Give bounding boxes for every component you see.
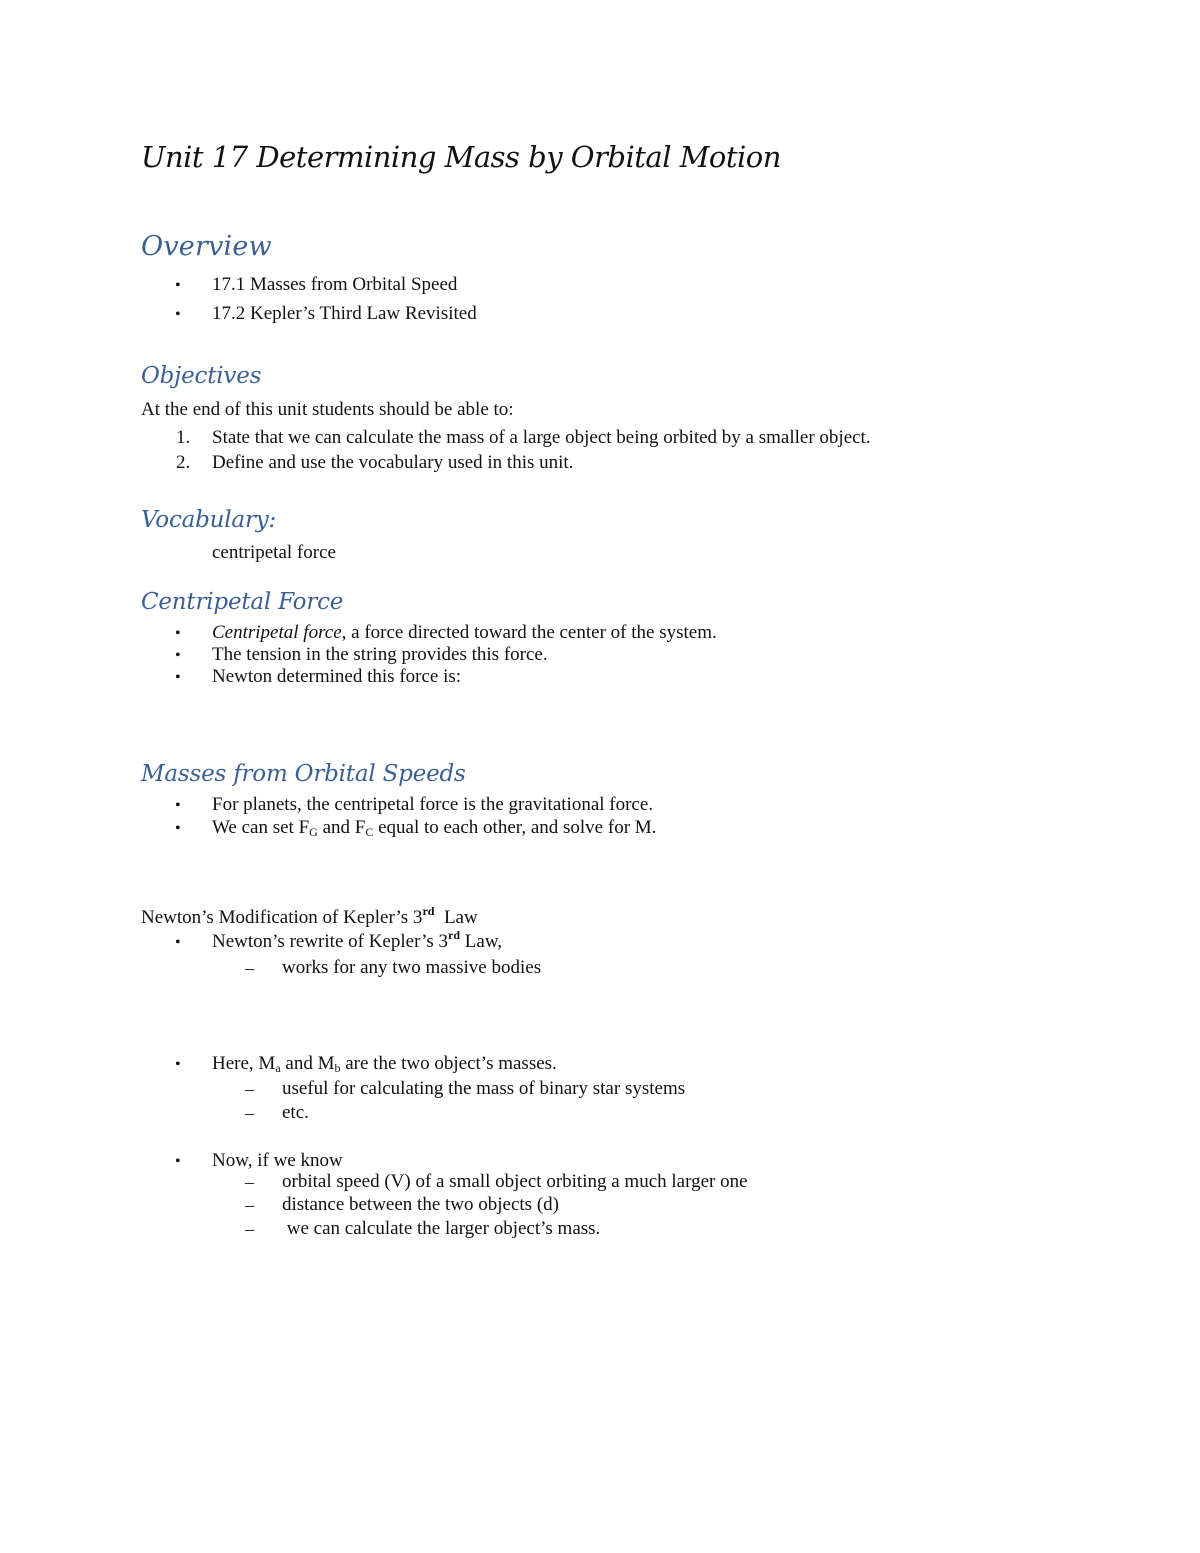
masses-heading: Masses from Orbital Speeds [141,761,466,787]
superscript: rd [448,928,461,942]
text-part: Law [434,907,478,928]
text-part: Here, M [212,1053,276,1074]
overview-heading: Overview [141,231,272,262]
subscript: G [309,825,318,839]
newton-subitem: useful for calculating the mass of binary star systems [282,1078,686,1099]
objective-item: Define and use the vocabulary used in this unit. [212,452,574,473]
bullet-icon: • [175,1056,181,1073]
bullet-icon: • [175,625,181,642]
vocabulary-term: centripetal force [212,542,336,563]
centripetal-item: Newton determined this force is: [212,666,462,687]
dash-icon: – [245,1079,254,1099]
newton-item: Now, if we know [212,1150,343,1171]
newton-subitem: etc. [282,1102,309,1123]
newton-subitem: orbital speed (V) of a small object orbiting a much larger one [282,1171,748,1192]
bullet-icon: • [175,797,181,814]
subscript: b [334,1061,341,1075]
dash-icon: – [245,1219,254,1239]
overview-item: 17.2 Kepler’s Third Law Revisited [212,303,477,324]
text-part: and F [317,817,366,838]
vocabulary-heading: Vocabulary: [141,507,277,533]
bullet-icon: • [175,934,181,951]
bullet-icon: • [175,669,181,686]
newton-heading [141,904,478,929]
overview-item: 17.1 Masses from Orbital Speed [212,274,458,295]
bullet-icon: • [175,647,181,664]
text-part: We can set F [212,817,310,838]
subscript: C [365,825,374,839]
text-part: and M [280,1053,335,1074]
objectives-intro: At the end of this unit students should be able to: [141,399,514,420]
dash-icon: – [245,1103,254,1123]
centripetal-item [212,622,717,644]
newton-subitem: we can calculate the larger object’s mass. [282,1218,601,1239]
masses-item: For planets, the centripetal force is the gravitational force. [212,794,654,815]
bullet-icon: • [175,306,181,323]
masses-item [212,817,656,839]
objective-item: State that we can calculate the mass of a large object being orbited by a smaller object. [212,427,871,448]
definition-text: a force directed toward the center of the system. [346,622,717,643]
subscript: a [275,1061,281,1075]
page-title: Unit 17 Determining Mass by Orbital Motion [141,140,781,174]
superscript: rd [422,904,435,918]
dash-icon: – [245,1195,254,1215]
centripetal-item: The tension in the string provides this force. [212,644,548,665]
newton-item [212,1053,557,1075]
newton-subitem: works for any two massive bodies [282,957,542,978]
text-part: Newton’s Modification of Kepler’s 3 [141,907,423,928]
bullet-icon: • [175,820,181,837]
newton-subitem: distance between the two objects (d) [282,1194,559,1215]
dash-icon: – [245,1172,254,1192]
text-part: Newton’s rewrite of Kepler’s 3 [212,931,449,952]
bullet-icon: • [175,277,181,294]
text-part: equal to each other, and solve for M. [373,817,657,838]
list-number: 1. [176,427,191,448]
bullet-icon: • [175,1153,181,1170]
objectives-heading: Objectives [141,363,262,389]
dash-icon: – [245,958,254,978]
centripetal-heading: Centripetal Force [141,589,344,615]
text-part: are the two object’s masses. [340,1053,557,1074]
newton-item [212,928,503,953]
list-number: 2. [176,452,191,473]
text-part: Law, [460,931,503,952]
term-italic: Centripetal force, [212,622,347,643]
